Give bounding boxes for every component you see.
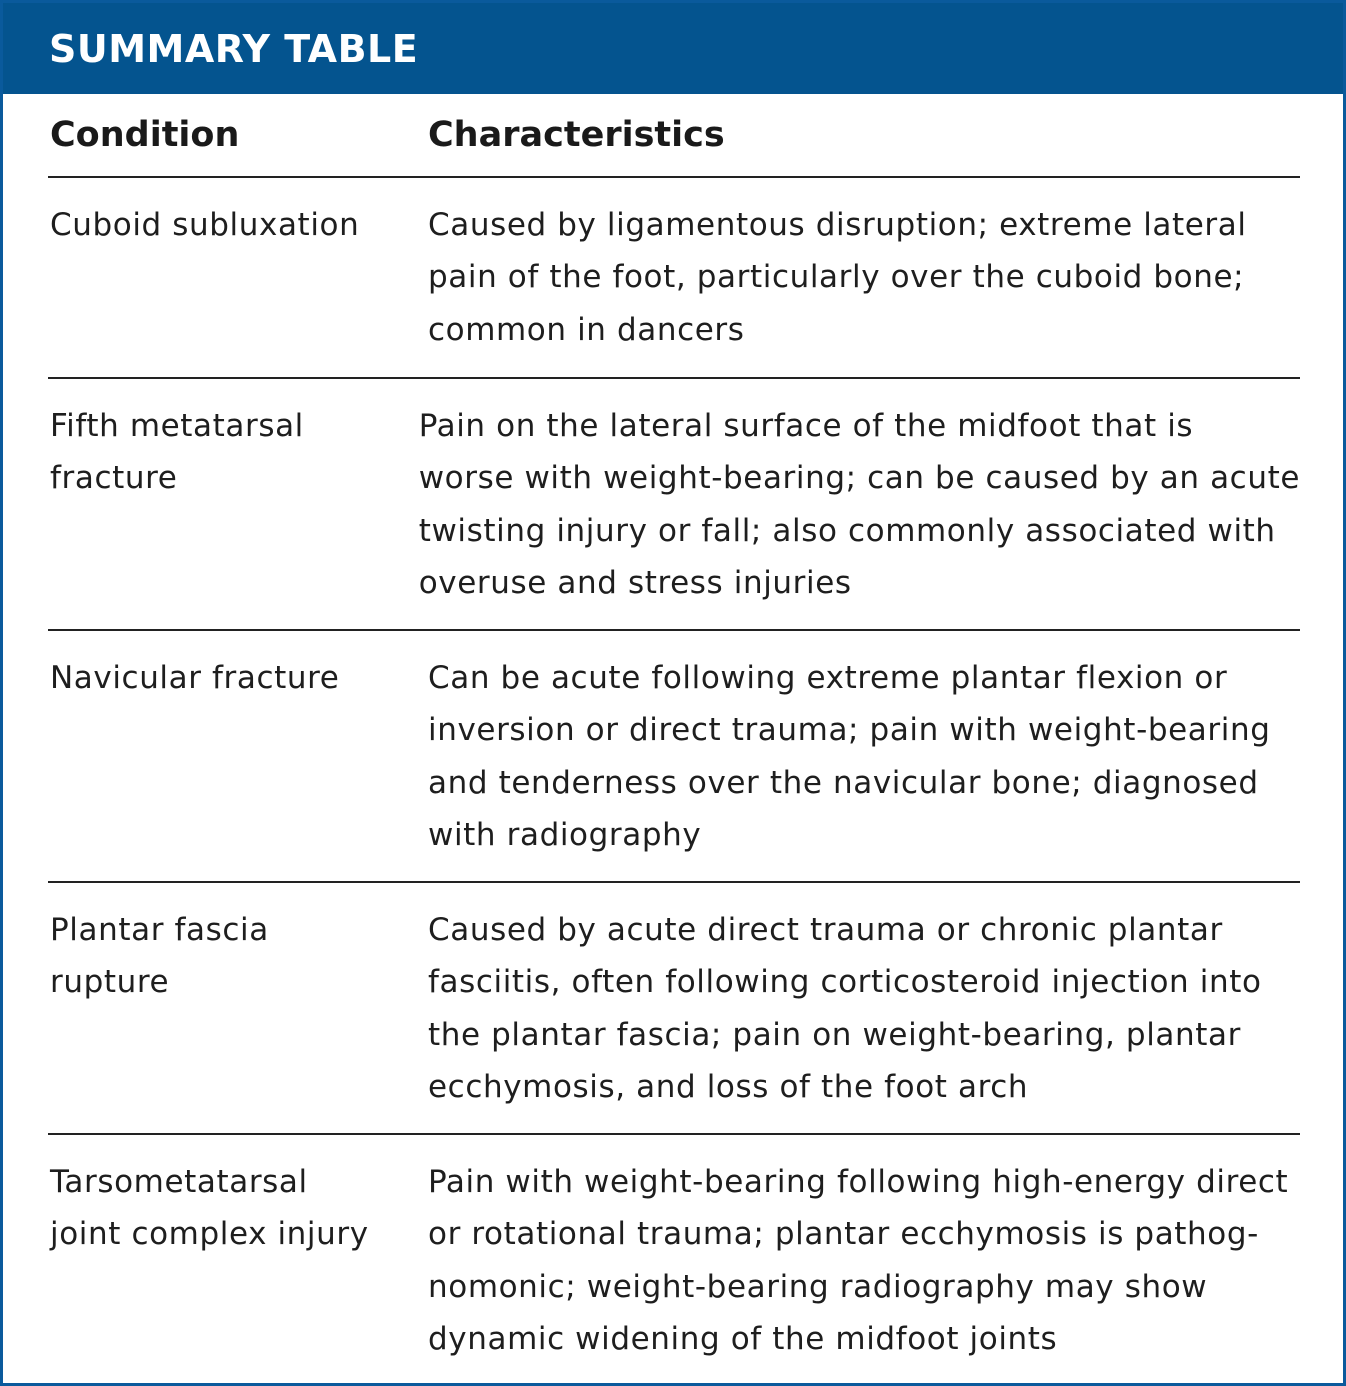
table-column-headers [48, 94, 1300, 178]
characteristics-line: and tenderness over the navicular bone; diagnosed [428, 764, 1259, 801]
characteristics-cell [419, 400, 1300, 629]
characteristics-line: nomonic; weight-bearing radiography may show [428, 1268, 1208, 1305]
column-header-condition: Condition [50, 115, 240, 155]
characteristics-cell [428, 904, 1300, 1133]
condition-cell [48, 400, 419, 629]
characteristics-line: worse with weight-bearing; can be caused by an acute [418, 460, 1300, 497]
condition-line: rupture [50, 964, 170, 1001]
characteristics-line: ecchymosis, and loss of the foot arch [428, 1068, 1029, 1105]
condition-line: Tarsometatarsal [50, 1164, 308, 1200]
characteristics-line: twisting injury or fall; also commonly associated with [418, 512, 1276, 549]
characteristics-cell [428, 199, 1300, 377]
table-row [48, 1135, 1300, 1375]
table-row [48, 631, 1300, 883]
condition-line: joint complex injury [50, 1216, 369, 1253]
table-title: SUMMARY TABLE [49, 27, 419, 71]
summary-table [48, 94, 1300, 1375]
condition-line: fracture [50, 460, 178, 497]
condition-line: Cuboid subluxation [50, 207, 360, 243]
condition-cell [48, 199, 428, 377]
table-row [48, 883, 1300, 1135]
characteristics-cell [428, 652, 1300, 881]
condition-cell [48, 904, 428, 1133]
characteristics-line: dynamic widening of the midfoot joints [428, 1320, 1058, 1357]
characteristics-line: with radiography [428, 816, 702, 853]
characteristics-line: fasciitis, often following corticosteroid injection into [428, 964, 1262, 1001]
table-row [48, 178, 1300, 379]
characteristics-line: Caused by acute direct trauma or chronic plantar [428, 912, 1223, 948]
characteristics-line: or rotational trauma; plantar ecchymosis is pathog- [428, 1216, 1259, 1253]
characteristics-line: overuse and stress injuries [418, 564, 852, 601]
condition-line: Navicular fracture [50, 660, 340, 696]
characteristics-cell [428, 1156, 1300, 1375]
characteristics-line: common in dancers [428, 311, 745, 348]
characteristics-line: inversion or direct trauma; pain with weight-bearing [428, 712, 1271, 749]
condition-line: Plantar fascia [50, 912, 269, 948]
characteristics-line: Pain on the lateral surface of the midfoot that is [418, 408, 1194, 444]
condition-line: Fifth metatarsal [50, 408, 304, 444]
table-header-bar [3, 3, 1343, 94]
column-header-characteristics: Characteristics [428, 115, 725, 155]
characteristics-line: Can be acute following extreme plantar flexion or [428, 660, 1228, 696]
condition-cell [48, 652, 428, 881]
table-row [48, 379, 1300, 631]
characteristics-line: pain of the foot, particularly over the cuboid bone; [428, 259, 1245, 296]
characteristics-line: the plantar fascia; pain on weight-bearing, plantar [428, 1016, 1241, 1053]
condition-cell [48, 1156, 428, 1375]
table-body [48, 178, 1300, 1375]
characteristics-line: Pain with weight-bearing following high-energy direct [428, 1164, 1289, 1200]
characteristics-line: Caused by ligamentous disruption; extreme lateral [428, 207, 1247, 243]
